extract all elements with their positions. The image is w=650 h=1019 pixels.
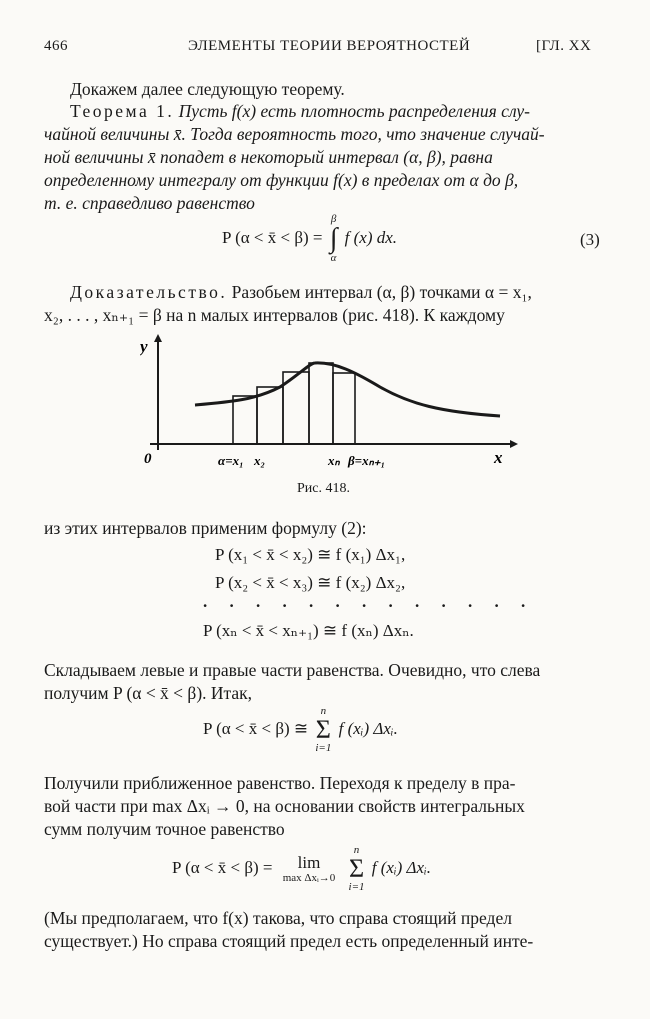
formula-3-rhs: f (x) dx. (344, 227, 398, 247)
origin-label: 0 (144, 451, 152, 467)
limit-block (283, 854, 336, 885)
theorem-line-3: ной величины x̄ попадет в некоторый интервал (α, β), равна (44, 147, 493, 167)
tick-x2-label: x₂ (254, 453, 266, 468)
theorem-text-1: Пусть f(x) есть плотность распределения слу- (178, 101, 530, 121)
integral-symbol: ∫ (329, 223, 338, 254)
integral-lower: α (330, 252, 337, 264)
para3-line-1: Получили приближенное равенство. Переходя к пределу в пра- (44, 773, 516, 793)
para2-line-1: Складываем левые и правые части равенства. Очевидно, что слева (44, 660, 541, 680)
formula-3-number: (3) (580, 230, 600, 249)
proof-line-2: x₂, . . . , xₙ₊₁ = β на n малых интервалов (рис. 418). К каждому (44, 305, 505, 325)
figure-caption: Рис. 418. (297, 481, 350, 496)
integral-upper: β (330, 213, 337, 225)
theorem-line-1 (70, 101, 530, 122)
x-axis-label: x (494, 448, 503, 467)
tick-beta-label: β=xₙ₊₁ (348, 453, 386, 468)
running-title: ЭЛЕМЕНТЫ ТЕОРИИ ВЕРОЯТНОСТЕЙ (188, 38, 471, 54)
para4-line-2: существует.) Но справа стоящий предел есть определенный инте- (44, 931, 534, 951)
approx-row-3: P (xₙ < x̄ < xₙ₊₁) ≅ f (xₙ) Δxₙ. (203, 621, 414, 640)
integral-sign (330, 214, 338, 264)
para3-line-2: вой части при max Δxᵢ → 0, на основании свойств интегральных (44, 796, 525, 816)
limit-formula-rhs: f (xᵢ) Δxᵢ. (371, 857, 432, 877)
para3-line-3: сумм получим точное равенство (44, 819, 285, 839)
sigma-lower: i=1 (315, 742, 332, 754)
lim-word: lim (297, 852, 321, 872)
formula-3 (222, 214, 397, 264)
y-axis-label: y (140, 337, 148, 356)
tick-xn-label: xₙ (328, 453, 340, 468)
lim-subscript: max Δxᵢ→0 (282, 872, 336, 885)
formula-3-lhs: P (α < x̄ < β) = (222, 227, 323, 247)
intro-line: Докажем далее следующую теорему. (70, 79, 345, 99)
theorem-line-2: чайной величины x̄. Тогда вероятность того, что значение случай- (44, 124, 545, 144)
tick-alpha-label: α=x₁ (218, 453, 244, 468)
theorem-line-5: т. е. справедливо равенство (44, 193, 255, 213)
sigma-upper: n (320, 705, 327, 717)
chapter-label: [ГЛ. XX (536, 38, 592, 54)
limit-sigma-upper: n (353, 844, 360, 856)
sum-formula-rhs: f (xᵢ) Δxᵢ. (338, 718, 398, 738)
approx-dots: . . . . . . . . . . . . . (203, 592, 535, 611)
limit-formula-lhs: P (α < x̄ < β) = (172, 857, 273, 877)
sum-formula-lhs: P (α < x̄ < β) ≅ (203, 718, 309, 738)
limit-sigma-lower: i=1 (348, 881, 365, 893)
x-axis-arrow (510, 440, 518, 448)
step-rectangles (233, 363, 355, 444)
para2-line-2: получим P (α < x̄ < β). Итак, (44, 683, 253, 703)
sum-formula (203, 706, 398, 754)
step-rect-1 (233, 396, 257, 444)
approx-row-1: P (x₁ < x̄ < x₂) ≅ f (x₁) Δx₁, (215, 545, 406, 564)
step-rect-4 (309, 363, 333, 444)
limit-sigma-symbol: Σ (348, 854, 365, 883)
para4-line-1: (Мы предполагаем, что f(x) такова, что справа стоящий предел (44, 908, 512, 928)
page-number: 466 (44, 38, 68, 54)
sigma-symbol: Σ (315, 715, 331, 744)
theorem-line-4: определенному интегралу от функции f(x) в пределах от α до β, (44, 170, 519, 190)
approx-row-2: P (x₂ < x̄ < x₃) ≅ f (x₂) Δx₂, (215, 573, 406, 592)
step-rect-5 (333, 373, 355, 444)
proof-line-1 (70, 282, 532, 303)
figure-418 (140, 332, 520, 477)
proof-text-1: Разобьем интервал (α, β) точками α = x₁, (231, 282, 532, 302)
limit-formula (172, 845, 431, 893)
after-figure-line: из этих интервалов применим формулу (2): (44, 518, 367, 538)
y-axis-arrow (154, 334, 162, 342)
limit-sigma-sign (349, 845, 365, 893)
sigma-sign (315, 706, 331, 754)
proof-label: Доказательство. (70, 282, 228, 302)
density-curve (195, 363, 500, 416)
theorem-label: Теорема 1. (70, 101, 175, 121)
